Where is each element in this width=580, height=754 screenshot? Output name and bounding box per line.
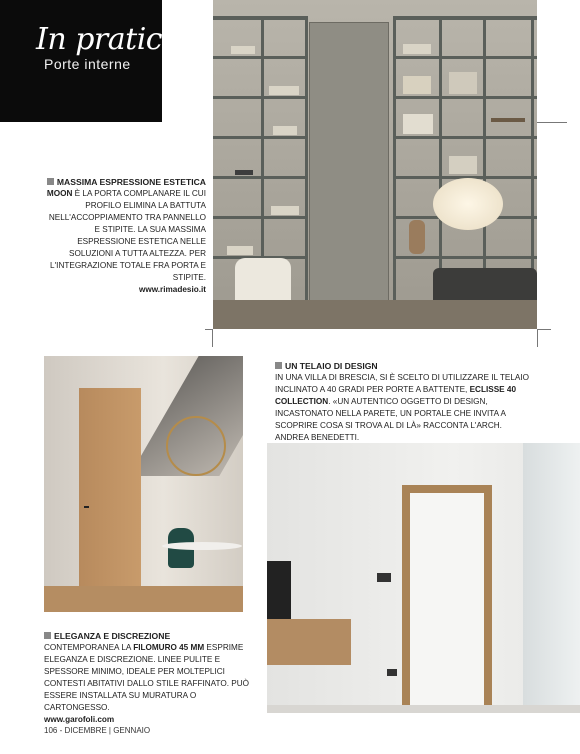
article3-body-before: CONTEMPORANEA LA <box>44 643 134 652</box>
article2-body-after: . «UN AUTENTICO OGGETTO DI DESIGN, INCASTONATO NELLA PARETE, UN PORTALE CHE INVITA A SCOPRIRE COSA SI TROVA AL DI LÀ» RACCONTA L'ARCH. ANDREA BENEDETTI. <box>275 397 506 442</box>
door-eclisse <box>410 493 484 705</box>
article2-heading: UN TELAIO DI DESIGN <box>285 361 378 371</box>
article3-product: FILOMURO 45 MM <box>133 643 205 652</box>
article3-link[interactable]: www.garofoli.com <box>44 715 115 724</box>
article-massima-espressione <box>44 176 206 296</box>
ring-lamp <box>166 416 226 476</box>
article2-product: ECLISSE 40 COLLECTION <box>275 385 517 406</box>
page-footer: 106 - DICEMBRE | GENNAIO <box>44 726 151 735</box>
door-filomuro <box>79 388 141 586</box>
bullet-square <box>47 178 54 185</box>
photo-attic-door <box>44 356 243 612</box>
bullet-square <box>275 362 282 369</box>
door-moon <box>309 22 389 304</box>
article3-heading: ELEGANZA E DISCREZIONE <box>54 631 171 641</box>
section-subtitle: Porte interne <box>44 56 131 72</box>
article1-link[interactable]: www.rimadesio.it <box>138 285 206 294</box>
table <box>162 542 242 550</box>
bullet-square <box>44 632 51 639</box>
article-telaio-design <box>275 360 537 456</box>
article1-product: MOON <box>46 189 73 198</box>
photo-eclisse-door <box>267 443 580 713</box>
article2-body-before: IN UNA VILLA DI BRESCIA, SI È SCELTO DI UTILIZZARE IL TELAIO INCLINATO A 40 GRADI PER PORTE A BATTENTE, <box>275 373 530 394</box>
article1-body: È LA PORTA COMPLANARE IL CUI PROFILO ELIMINA LA BATTUTA NELL'ACCOPPIAMENTO TRA PANNELLO E STIPITE. LA SUA MASSIMA ESPRESSIONE ESTETICA NELLE SOLUZIONI A TUTTA ALTEZZA. PER L'INTEGRAZIONE TOTALE FRA PORTA E STIPITE. <box>48 189 206 282</box>
article-eleganza-discrezione <box>44 630 254 726</box>
section-title: In pratica <box>36 22 180 57</box>
article3-body-after: ESPRIME ELEGANZA E DISCREZIONE. LINEE PULITE E SPESSORE MINIMO, IDEALE PER MOLTEPLICI CONTESTI ABITATIVI DALLO STILE RAFFINATO. PUÒ ESSERE INSTALLATA SU MURATURA O CARTONGESSO. <box>44 643 250 712</box>
paper-lamp <box>433 178 503 230</box>
photo-bookshelf-room <box>213 0 537 329</box>
cabinet <box>267 619 351 665</box>
article1-heading: MASSIMA ESPRESSIONE ESTETICA <box>56 177 206 187</box>
